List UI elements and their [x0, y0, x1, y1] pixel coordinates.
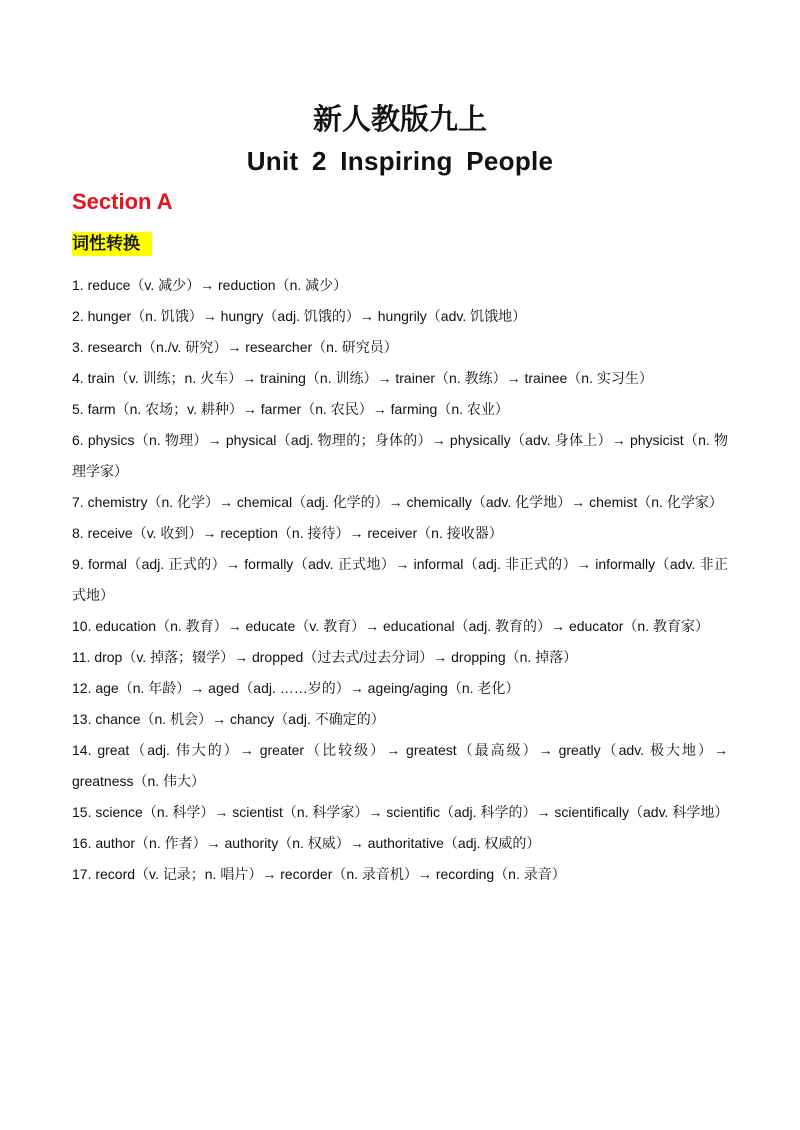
list-item: 14. great（adj. 伟大的）→ greater（比较级）→ greatest（最高级）→ greatly（adv. 极大地）→ greatness（n. 伟大）	[72, 742, 728, 789]
list-item: 2. hunger（n. 饥饿）→ hungry（adj. 饥饿的）→ hungrily（adv. 饥饿地）	[72, 308, 527, 324]
page-title-english: Unit 2 Inspiring People	[246, 146, 554, 176]
list-item: 8. receive（v. 收到）→ reception（n. 接待）→ receiver（n. 接收器）	[72, 525, 503, 541]
list-item: 1. reduce（v. 减少）→ reduction（n. 减少）	[72, 277, 348, 293]
list-item: 17. record（v. 记录；n. 唱片）→ recorder（n. 录音机）→ recording（n. 录音）	[72, 866, 566, 882]
list-item: 10. education（n. 教育）→ educate（v. 教育）→ educational（adj. 教育的）→ educator（n. 教育家）	[72, 618, 709, 634]
list-item: 12. age（n. 年龄）→ aged（adj. ……岁的）→ ageing/aging（n. 老化）	[72, 680, 520, 696]
list-item: 9. formal（adj. 正式的）→ formally（adv. 正式地）→ informal（adj. 非正式的）→ informally（adv. 非正式地）	[72, 556, 728, 603]
word-form-list	[72, 270, 728, 890]
list-item: 6. physics（n. 物理）→ physical（adj. 物理的；身体的）→ physically（adv. 身体上）→ physicist（n. 物理学家）	[72, 432, 728, 479]
list-item: 5. farm（n. 农场；v. 耕种）→ farmer（n. 农民）→ farming（n. 农业）	[72, 401, 509, 417]
list-item: 7. chemistry（n. 化学）→ chemical（adj. 化学的）→ chemically（adv. 化学地）→ chemist（n. 化学家）	[72, 494, 723, 510]
list-item: 11. drop（v. 掉落；辍学）→ dropped（过去式/过去分词）→ dropping（n. 掉落）	[72, 649, 578, 665]
page-title-chinese: 新人教版九上	[312, 104, 487, 136]
section-heading: Section A	[72, 189, 173, 214]
list-item: 3. research（n./v. 研究）→ researcher（n. 研究员）	[72, 339, 398, 355]
list-item: 16. author（n. 作者）→ authority（n. 权威）→ authoritative（adj. 权威的）	[72, 835, 541, 851]
list-item: 13. chance（n. 机会）→ chancy（adj. 不确定的）	[72, 711, 385, 727]
subheading-highlighted: 词性转换	[72, 232, 152, 256]
list-item: 15. science（n. 科学）→ scientist（n. 科学家）→ scientific（adj. 科学的）→ scientifically（adv. 科学地）	[72, 804, 729, 820]
list-item: 4. train（v. 训练；n. 火车）→ training（n. 训练）→ trainer（n. 教练）→ trainee（n. 实习生）	[72, 370, 653, 386]
